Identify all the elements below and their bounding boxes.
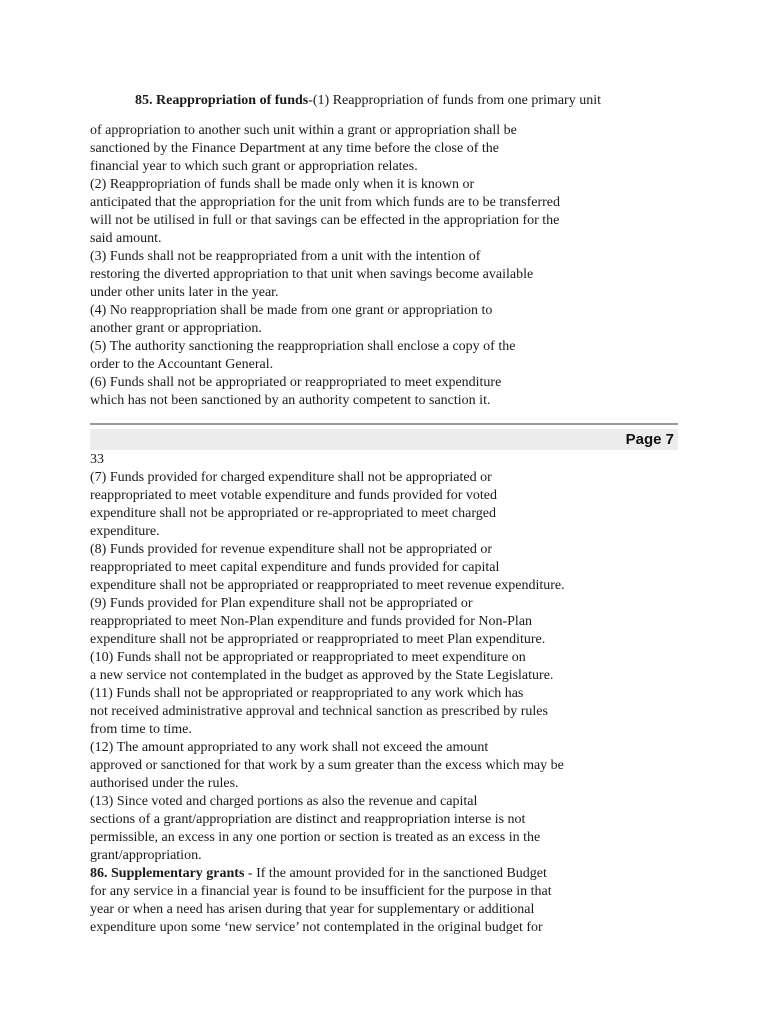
text-line: (3) Funds shall not be reappropriated from a unit with the intention of [90,249,481,264]
text-line: grant/appropriation. [90,848,202,863]
page-divider [90,423,678,425]
text-line: which has not been sanctioned by an authority competent to sanction it. [90,393,491,408]
text-line: of appropriation to another such unit within a grant or appropriation shall be [90,123,517,138]
text-line: under other units later in the year. [90,285,279,300]
text-line: approved or sanctioned for that work by a sum greater than the excess which may be [90,758,564,773]
text-line: reappropriated to meet Non-Plan expenditure and funds provided for Non-Plan [90,614,533,629]
section-85-body [90,122,560,410]
text-line: year or when a need has arisen during that year for supplementary or additional [90,902,535,917]
text-line: (12) The amount appropriated to any work shall not exceed the amount [90,740,489,755]
text-line: expenditure shall not be appropriated or reappropriated to meet Plan expenditure. [90,632,546,647]
text-line: sanctioned by the Finance Department at any time before the close of the [90,141,499,156]
text-line: (4) No reappropriation shall be made from one grant or appropriation to [90,303,493,318]
text-line: for any service in a financial year is found to be insufficient for the purpose in that [90,884,552,899]
text-line: another grant or appropriation. [90,321,262,336]
text-line: said amount. [90,231,162,246]
text-line: order to the Accountant General. [90,357,274,372]
printed-page-number: 33 [90,452,104,467]
text-line: anticipated that the appropriation for the unit from which funds are to be transferred [90,195,560,210]
text-line: (7) Funds provided for charged expenditure shall not be appropriated or [90,470,492,485]
text-line: expenditure. [90,524,160,539]
text-line: restoring the diverted appropriation to that unit when savings become available [90,267,534,282]
text-line: expenditure shall not be appropriated or reappropriated to meet revenue expenditure. [90,578,565,593]
text-line: financial year to which such grant or appropriation relates. [90,159,418,174]
text-line: expenditure upon some ‘new service’ not contemplated in the original budget for [90,920,543,935]
text-line: a new service not contemplated in the budget as approved by the State Legislature. [90,668,554,683]
text-line: (2) Reappropriation of funds shall be made only when it is known or [90,177,475,192]
text-line: reappropriated to meet votable expenditure and funds provided for voted [90,488,498,503]
section-86-heading [90,865,565,883]
section-85-heading [135,92,601,110]
page-marker-band [90,429,678,450]
section-86-lead: - If the amount provided for in the sanctioned Budget [244,866,547,881]
text-line: will not be utilised in full or that savings can be effected in the appropriation for the [90,213,560,228]
text-line: (5) The authority sanctioning the reappropriation shall enclose a copy of the [90,339,516,354]
text-line: expenditure shall not be appropriated or re-appropriated to meet charged [90,506,496,521]
text-line: authorised under the rules. [90,776,239,791]
text-line: (8) Funds provided for revenue expenditure shall not be appropriated or [90,542,492,557]
text-line: from time to time. [90,722,192,737]
section-85-title: 85. Reappropriation of funds [135,93,309,108]
text-line: (6) Funds shall not be appropriated or reappropriated to meet expenditure [90,375,502,390]
text-line: not received administrative approval and technical sanction as prescribed by rules [90,704,548,719]
text-line: (11) Funds shall not be appropriated or reappropriated to any work which has [90,686,524,701]
text-line: (9) Funds provided for Plan expenditure shall not be appropriated or [90,596,473,611]
section-86-title: 86. Supplementary grants [90,866,245,881]
page-label: Page 7 [625,431,674,448]
text-line: sections of a grant/appropriation are distinct and reappropriation interse is not [90,812,526,827]
continuation-body [90,451,565,937]
text-line: (13) Since voted and charged portions as also the revenue and capital [90,794,478,809]
text-line: reappropriated to meet capital expenditure and funds provided for capital [90,560,500,575]
text-line: (10) Funds shall not be appropriated or reappropriated to meet expenditure on [90,650,526,665]
section-85-lead: -(1) Reappropriation of funds from one primary unit [308,93,601,108]
text-line: permissible, an excess in any one portion or section is treated as an excess in the [90,830,541,845]
